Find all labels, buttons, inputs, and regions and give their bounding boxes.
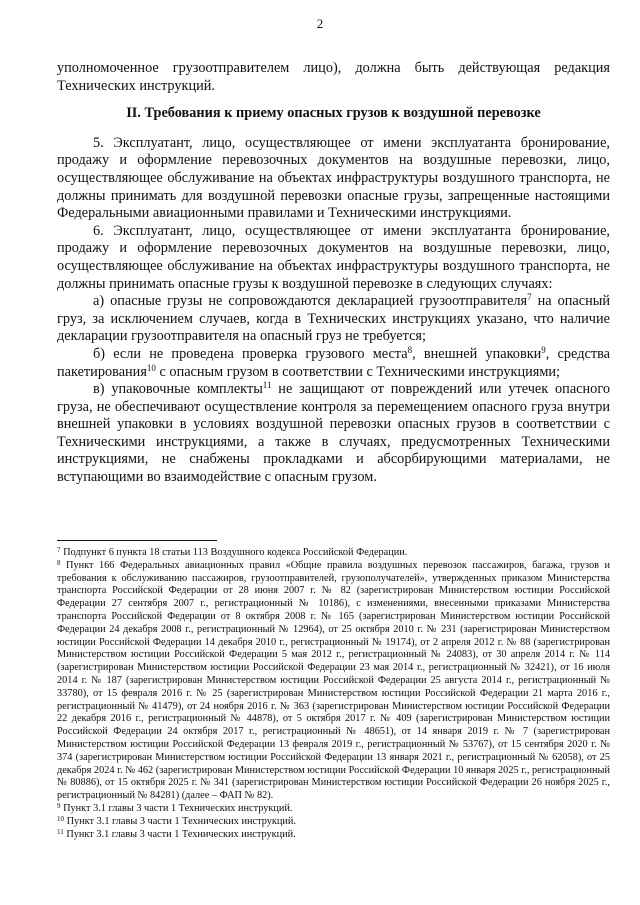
- footnote-10: [57, 816, 610, 829]
- footnote-7: [57, 547, 610, 560]
- item-b-text-3: , средства пакетирования: [57, 345, 610, 380]
- footnote-ref-7[interactable]: 7: [527, 292, 532, 303]
- footnote-number-7: 7: [57, 546, 61, 554]
- footnote-text-8: Пункт 166 Федеральных авиационных правил «Общие правила воздушных перевозок пассажиров, багажа, грузов и требования к обслуживанию пассажиров, грузоотправителей, грузополучателей», утвержденных приказом Министерства транспорта Российской Федерации от 28 июня 2007 г. № 82 (зарегистрирован Министерством юстиции Российской Федерации 27 сентября 2007 г., регистрационный № 10186), с изменениями, внесенными приказами Министерства транспорта Российской Федерации от 8 октября 2008 г. № 165 (зарегистрирован Министерством юстиции Российской Федерации 24 декабря 2008 г., регистрационный № 12964), от 25 октября 2010 г. № 231 (зарегистрирован Министерством юстиции Российской Федерации 14 декабря 2010 г., регистрационный № 19174), от 2 апреля 2012 г. № 88 (зарегистрирован Министерством юстиции Российской Федерации 5 мая 2012 г., регистрационный № 24083), от 30 апреля 2014 г. № 114 (зарегистрирован Министерством юстиции Российской Федерации 23 мая 2014 г., регистрационный № 32421), от 16 июля 2014 г. № 187 (зарегистрирован Министерством юстиции Российской Федерации 25 августа 2014 г., регистрационный № 33780), от 15 февраля 2016 г. № 25 (зарегистрирован Министерством юстиции Российской Федерации 21 марта 2016 г., регистрационный № 41479), от 24 ноября 2016 г. № 363 (зарегистрирован Министерством юстиции Российской Федерации 22 декабря 2016 г., регистрационный № 44878), от 5 октября 2017 г. № 409 (зарегистрирован Министерством юстиции Российской Федерации 24 октября 2017 г., регистрационный № 48651), от 14 января 2019 г. № 7 (зарегистрирован Министерством юстиции Российской Федерации 13 февраля 2019 г., регистрационный № 53767), от 15 сентября 2020 г. № 374 (зарегистрирован Министерством юстиции Российской Федерации 13 января 2021 г., регистрационный № 62058), от 25 декабря 2024 г. № 462 (зарегистрирован Министерством юстиции Российской Федерации 10 января 2025 г., регистрационный № 80886), от 15 октября 2025 г. № 341 (зарегистрирован Министерством юстиции Российской Федерации 26 ноября 2025 г., регистрационный № 84281) (далее – ФАП № 82).: [57, 559, 610, 802]
- item-a-text-2: на опасный груз, за исключением случаев, когда в Технических инструкциях указано, что наличие декларации грузоотправителя на опасный груз не требуется;: [57, 293, 611, 345]
- item-a-text-1: а) опасные грузы не сопровождаются декларацией грузоотправителя: [93, 293, 528, 310]
- item-c: [57, 381, 610, 487]
- paragraph-5: 5. Эксплуатант, лицо, осуществляющее от имени эксплуатанта бронирование, продажу и оформление перевозочных документов на воздушные перевозки, лицо, осуществляющее обслуживание на объектах инфраструктуры воздушного транспорта, не должны принимать для воздушной перевозки опасные грузы, запрещенные настоящими Федеральными авиационными правилами и Техническими инструкциями.: [57, 134, 610, 222]
- item-b-text-2: , внешней упаковки: [412, 345, 542, 362]
- footnote-text-11: Пункт 3.1 главы 3 части 1 Технических инструкций.: [63, 828, 296, 840]
- footnote-ref-11[interactable]: 11: [262, 380, 272, 391]
- footnote-number-8: 8: [57, 558, 61, 567]
- footnote-number-11: 11: [57, 827, 64, 836]
- paragraph-6: 6. Эксплуатант, лицо, осуществляющее от имени эксплуатанта бронирование, продажу и оформление перевозочных документов на воздушные перевозки, лицо, осуществляющее обслуживание на объектах инфраструктуры воздушного транспорта, не должны принимать опасные грузы к воздушной перевозке в следующих случаях:: [57, 222, 610, 292]
- section-heading: II. Требования к приему опасных грузов к воздушной перевозке: [126, 105, 541, 122]
- footnote-8: [57, 560, 610, 803]
- item-b-text-4: с опасным грузом в соответствии с Техническими инструкциями;: [155, 363, 560, 380]
- item-c-text-1: в) упаковочные комплекты: [93, 381, 263, 398]
- item-c-text-2: не защищают от повреждений или утечек опасного груза, не обеспечивают осуществление контроля за перемещением опасного груза внутри внешней упаковки в условиях воздушной перевозки опасных грузов в соответствии с Техническими инструкциями, а также в случаях, предусмотренных Техническими инструкциями, не снабжены прокладками и абсорбирующими материалами, не вступающими во взаимодействие с опасным грузом.: [57, 381, 610, 486]
- footnote-ref-10[interactable]: 10: [146, 362, 156, 373]
- intro-paragraph: уполномоченное грузоотправителем лицо), должна быть действующая редакция Технических инструкций.: [57, 60, 610, 94]
- footnotes: [57, 547, 610, 841]
- footnote-separator: [57, 540, 217, 541]
- footnote-text-9: Пункт 3.1 главы 3 части 1 Технических инструкций.: [60, 802, 293, 814]
- footnote-ref-8[interactable]: 8: [407, 344, 413, 355]
- footnote-ref-9[interactable]: 9: [541, 344, 546, 355]
- footnote-number-9: 9: [57, 801, 61, 810]
- item-b: [57, 346, 610, 381]
- document-body: [57, 60, 610, 487]
- item-b-text-1: б) если не проведена проверка грузового места: [93, 345, 408, 362]
- item-a: [57, 293, 610, 346]
- footnote-11: [57, 829, 610, 842]
- footnote-text-10: Пункт 3.1 главы 3 части 1 Технических инструкций.: [64, 815, 296, 827]
- page-number: 2: [316, 16, 324, 31]
- footnote-text-7: Подпункт 6 пункта 18 статьи 113 Воздушного кодекса Российской Федерации.: [60, 547, 408, 558]
- footnote-number-10: 10: [57, 814, 64, 823]
- footnote-9: [57, 803, 610, 816]
